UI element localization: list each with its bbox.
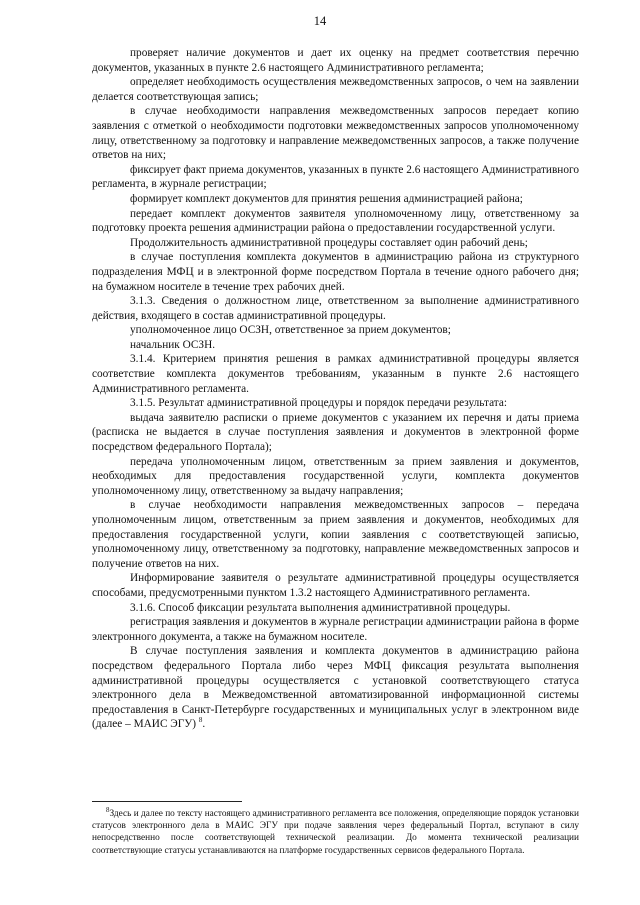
paragraph: 3.1.5. Результат административной процедуры и порядок передачи результата: xyxy=(130,397,508,410)
footnote-divider xyxy=(92,801,242,802)
paragraph: 3.1.6. Способ фиксации результата выполнения административной процедуры. xyxy=(130,601,511,614)
final-paragraph-text: В случае поступления заявления и комплекта документов в администрацию района посредством федерального Портала либо через МФЦ фиксация результата выполнения административной процедуры осуществляется с установкой соответствующего статуса электронного дела в Межведомственной автоматизированной информационной системы предоставления в Санкт-Петербурге государственных и муниципальных услуг в электронном виде (далее – МАИС ЭГУ) xyxy=(92,645,579,731)
paragraph: передача уполномоченным лицом, ответственным за прием заявления и документов, необходимых для предоставления государственной услуги, комплекта документов уполномоченному лицу, ответственному за выдачу направления; xyxy=(92,455,579,497)
paragraph: Информирование заявителя о результате административной процедуры осуществляется способами, предусмотренными пунктом 1.3.2 настоящего Административного регламента. xyxy=(92,572,579,599)
final-paragraph xyxy=(92,644,579,732)
paragraph: в случае необходимости направления межведомственных запросов передает копию заявления с отметкой о необходимости подготовки межведомственных запросов уполномоченному лицу, ответственному за подготовку и направление межведомственных запросов, а также получение ответов на них; xyxy=(92,105,579,162)
paragraph: формирует комплект документов для принятия решения администрацией района; xyxy=(130,192,523,205)
footnote-reference[interactable]: 8 xyxy=(198,716,203,725)
paragraph: фиксирует факт приема документов, указанных в пункте 2.6 настоящего Административного регламента, в журнале регистрации; xyxy=(92,163,579,191)
footnote-text: Здесь и далее по тексту настоящего административного регламента все положения, определяющие порядок установки статусов электронного дела в МАИС ЭГУ при подаче заявления через федеральный Портал, вступают в силу непосредственно после соответствующей технической реализации. До момента технической реализации соответствующие статусы устанавливаются на платформе государственных сервисов федерального Портала. xyxy=(92,809,579,856)
paragraph: уполномоченное лицо ОСЗН, ответственное за прием документов; xyxy=(130,324,451,337)
paragraph: 3.1.4. Критерием принятия решения в рамках административной процедуры является соответствие комплекта документов требованиям, указанным в пункте 2.6 настоящего Административного регламента. xyxy=(92,353,579,395)
paragraph: Продолжительность административной процедуры составляет один рабочий день; xyxy=(130,236,528,249)
footnote xyxy=(92,805,579,857)
paragraph: определяет необходимость осуществления межведомственных запросов, о чем на заявлении делается соответствующая запись; xyxy=(92,76,579,103)
paragraph: передает комплект документов заявителя уполномоченному лицу, ответственному за подготовку проекта решения администрации района о предоставлении государственной услуги. xyxy=(92,207,579,235)
final-paragraph-ending: . xyxy=(202,718,206,731)
paragraph: проверяет наличие документов и дает их оценку на предмет соответствия перечню документов, указанных в пункте 2.6 настоящего Административного регламента; xyxy=(92,47,579,74)
paragraph: в случае поступления комплекта документов в администрацию района из структурного подразделения МФЦ и в электронной форме посредством Портала в течение одного рабочего дня; на бумажном носителе в течение трех рабочих дней. xyxy=(92,251,579,293)
paragraph: выдача заявителю расписки о приеме документов с указанием их перечня и даты приема (расписка не выдается в случае поступления заявления и документов в электронной форме посредством федерального Портала); xyxy=(92,411,579,454)
page-number: 14 xyxy=(313,14,327,28)
paragraph: начальник ОСЗН. xyxy=(130,338,216,351)
paragraph: в случае необходимости направления межведомственных запросов – передача уполномоченным лицом, ответственным за прием заявления и документов, необходимых для предоставления государственной услуги, копии заявления с соответствующей записью, уполномоченному лицу, ответственному за подготовку, направление межведомственных запросов и получение ответов на них. xyxy=(92,499,579,570)
paragraph: 3.1.3. Сведения о должностном лице, ответственном за выполнение административного действия, входящего в состав административной процедуры. xyxy=(92,295,579,322)
footnote-marker: 8 xyxy=(106,805,110,814)
paragraph: регистрация заявления и документов в журнале регистрации администрации района в форме электронного документа, а также на бумажном носителе. xyxy=(92,616,579,643)
body-text xyxy=(92,46,579,732)
